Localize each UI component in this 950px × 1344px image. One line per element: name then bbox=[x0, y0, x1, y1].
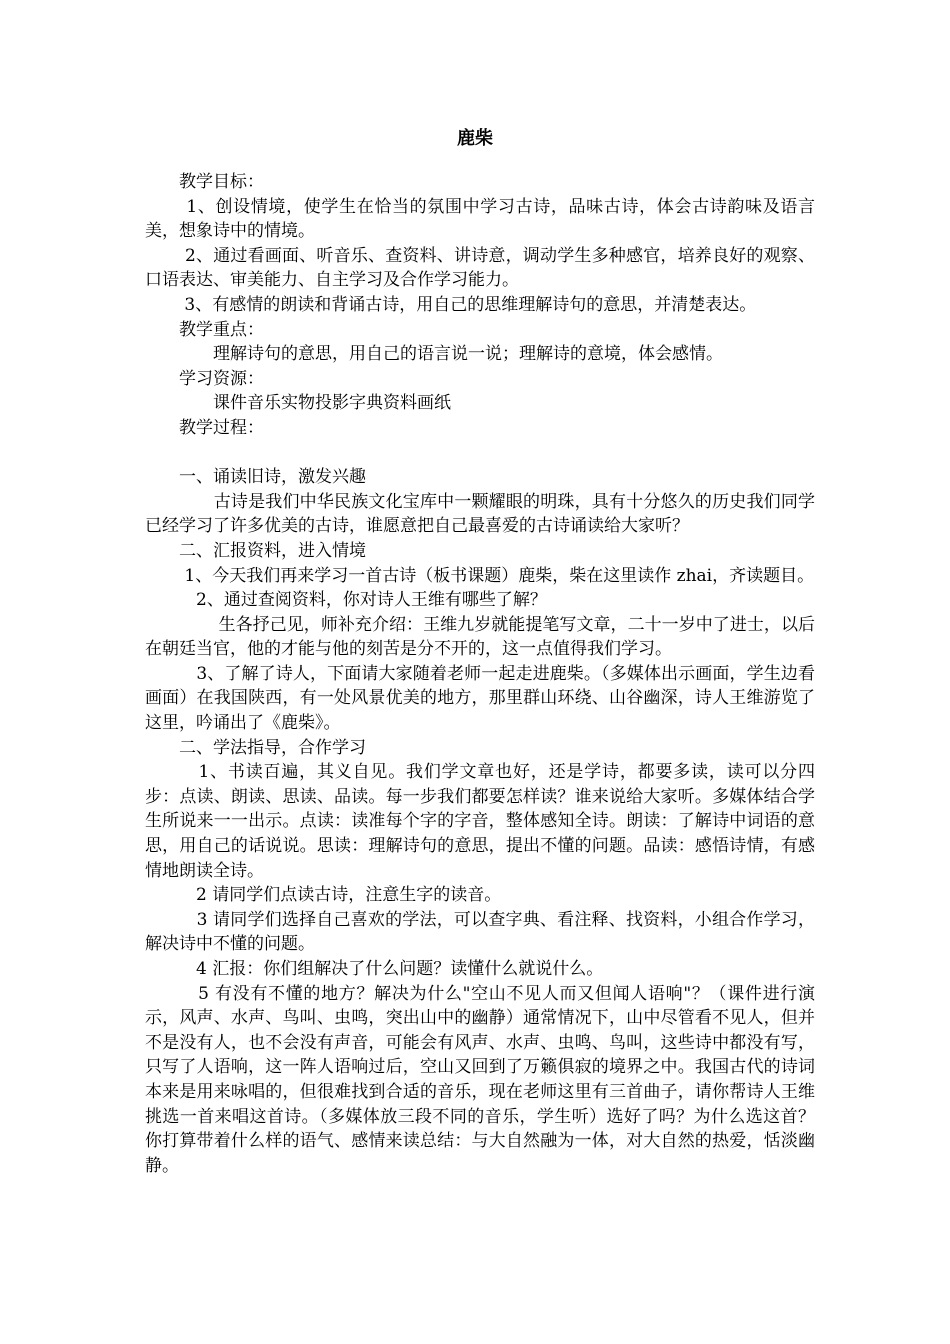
objective-3: 3、有感情的朗读和背诵古诗，用自己的思维理解诗句的意思，并清楚表达。 bbox=[145, 294, 757, 315]
section-3-item-3: 3 请同学们选择自己喜欢的学法，可以查字典、看注释、找资料，小组合作学习，解决诗中不懂的问题。 bbox=[145, 909, 815, 955]
document-title: 鹿柴 bbox=[457, 128, 493, 149]
section-3-item-4: 4 汇报：你们组解决了什么问题？读懂什么就说什么。 bbox=[145, 959, 604, 979]
section-3-heading: 二、学法指导，合作学习 bbox=[145, 737, 366, 758]
heading-resources: 学习资源： bbox=[145, 368, 264, 389]
heading-key-points: 教学重点： bbox=[145, 319, 264, 340]
section-2-item-1: 1、今天我们再来学习一首古诗（板书课题）鹿柴，柴在这里读作 zhai，齐读题目。 bbox=[145, 565, 815, 586]
heading-objectives: 教学目标： bbox=[145, 172, 264, 192]
heading-process: 教学过程： bbox=[145, 417, 264, 438]
section-2-item-3: 3、了解了诗人，下面请大家随着老师一起走进鹿柴。（多媒体出示画面，学生边看画面）在我国陕西，有一处风景优美的地方，那里群山环绕、山谷幽深，诗人王维游览了这里，吟诵出了《鹿柴》。 bbox=[145, 663, 815, 734]
section-1-text: 古诗是我们中华民族文化宝库中一颗耀眼的明珠，具有十分悠久的历史我们同学已经学习了许多优美的古诗，谁愿意把自己最喜爱的古诗诵读给大家听？ bbox=[145, 491, 815, 537]
document-body bbox=[145, 170, 815, 1178]
section-3-item-1: 1、书读百遍，其义自见。我们学文章也好，还是学诗，都要多读，读可以分四步：点读、朗读、思读、品读。每一步我们都要怎样读？谁来说给大家听。多媒体结合学生所说来一一出示。点读：读准每个字的字音，整体感知全诗。朗读：了解诗中词语的意思，用自己的话说说。思读：理解诗句的意思，提出不懂的问题。品读：感悟诗情，有感情地朗读全诗。 bbox=[145, 762, 815, 881]
objective-2: 2、通过看画面、听音乐、查资料、讲诗意，调动学生多种感官，培养良好的观察、口语表达、审美能力、自主学习及合作学习能力。 bbox=[145, 245, 815, 291]
key-points-text: 理解诗句的意思，用自己的语言说一说；理解诗的意境，体会感情。 bbox=[145, 344, 723, 365]
section-2-item-2-answer: 生各抒己见，师补充介绍：王维九岁就能提笔写文章，二十一岁中了进士，以后在朝廷当官，他的才能与他的刻苦是分不开的，这一点值得我们学习。 bbox=[145, 614, 815, 660]
objective-1: 1、创设情境，使学生在恰当的氛围中学习古诗，品味古诗，体会古诗韵味及语言美，想象诗中的情境。 bbox=[145, 196, 815, 242]
section-3-item-2: 2 请同学们点读古诗，注意生字的读音。 bbox=[145, 885, 502, 906]
section-1-heading: 一、诵读旧诗，激发兴趣 bbox=[145, 467, 366, 488]
blank-line bbox=[145, 441, 815, 466]
section-3-item-5: 5 有没有不懂的地方？解决为什么"空山不见人而又但闻人语响"？（课件进行演示，风声、水声、鸟叫、虫鸣，突出山中的幽静）通常情况下，山中尽管看不见人，但并不是没有人，也不会没有声音，可能会有风声、水声、虫鸣、鸟叫，这些诗中都没有写，只写了人语响，这一阵人语响过后，空山又回到了万籁俱寂的境界之中。我国古代的诗词本来是用来咏唱的，但很难找到合适的音乐，现在老师这里有三首曲子，请你帮诗人王维挑选一首来唱这首诗。（多媒体放三段不同的音乐，学生听）选好了吗？为什么选这首？你打算带着什么样的语气、感情来读总结：与大自然融为一体，对大自然的热爱，恬淡幽静。 bbox=[145, 983, 815, 1176]
section-2-heading: 二、汇报资料，进入情境 bbox=[145, 540, 366, 561]
resources-text: 课件音乐实物投影字典资料画纸 bbox=[145, 393, 451, 414]
section-2-item-2: 2、通过查阅资料，你对诗人王维有哪些了解？ bbox=[145, 590, 547, 611]
